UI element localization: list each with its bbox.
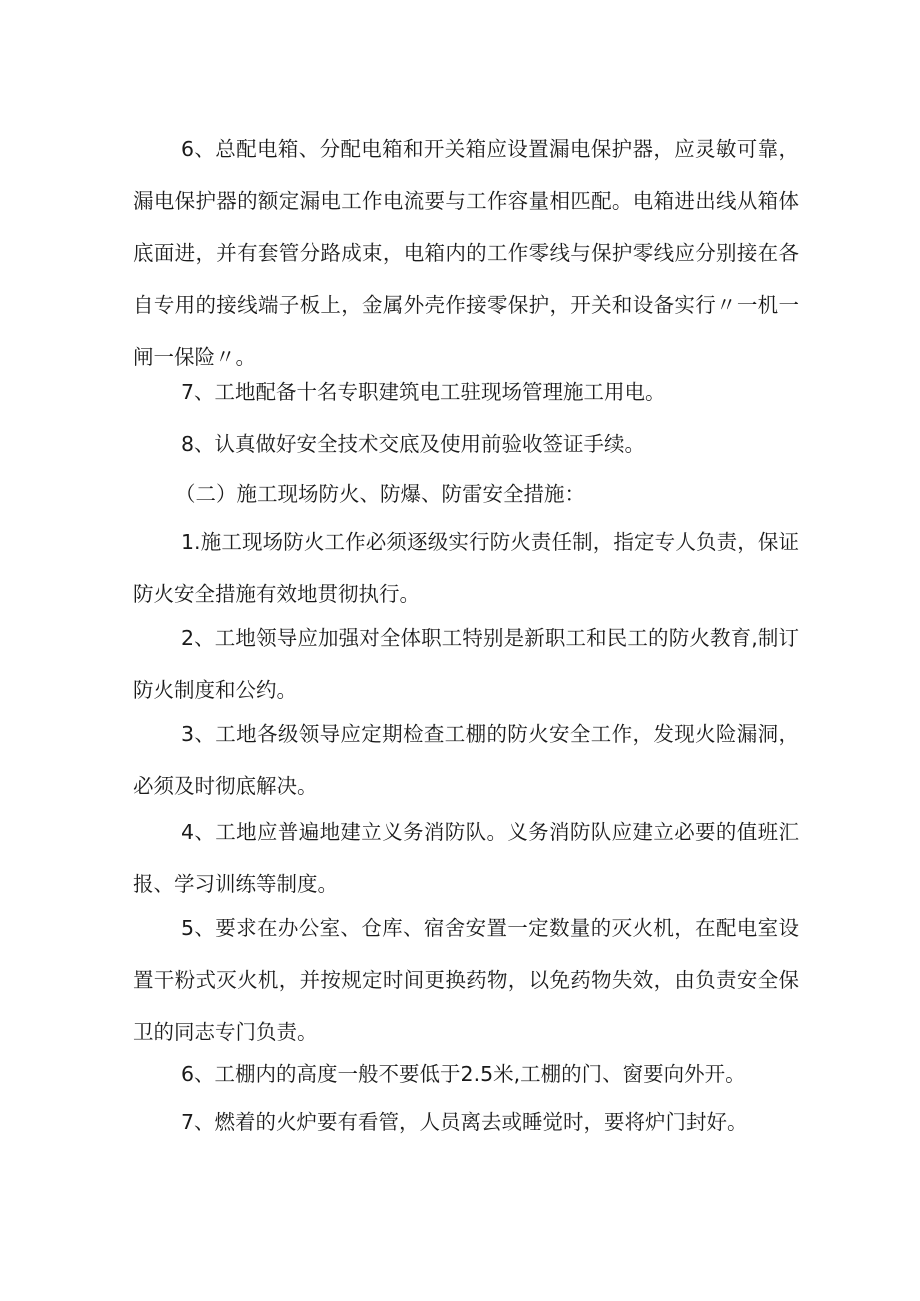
paragraph-fire-4: 4、工地应普遍地建立义务消防队。义务消防队应建立必要的值班汇报、学习训练等制度。 — [133, 820, 799, 896]
paragraph-fire-5: 5、要求在办公室、仓库、宿舍安置一定数量的灭火机，在配电室设置干粉式灭火机，并按规定时间更换药物，以免药物失效，由负责安全保卫的同志专门负责。 — [133, 916, 799, 1044]
paragraph-electrical-7: 7、工地配备十名专职建筑电工驻现场管理施工用电。 — [181, 380, 666, 404]
paragraph-fire-3: 3、工地各级领导应定期检查工棚的防火安全工作，发现火险漏洞，必须及时彻底解决。 — [133, 722, 799, 798]
paragraph-fire-7: 7、燃着的火炉要有看管，人员离去或睡觉时，要将炉门封好。 — [181, 1110, 748, 1134]
paragraph-electrical-6: 6、总配电箱、分配电箱和开关箱应设置漏电保护器，应灵敏可靠，漏电保护器的额定漏电工作电流要与工作容量相匹配。电箱进出线从箱体底面进，并有套管分路成束，电箱内的工作零线与保护零线应分别接在各自专用的接线端子板上，金属外壳作接零保护，开关和设备实行〃一机一闸一保险〃。 — [133, 137, 799, 369]
paragraph-electrical-8: 8、认真做好安全技术交底及使用前验收签证手续。 — [181, 432, 646, 456]
section-heading-fire-safety: （二）施工现场防火、防爆、防雷安全措施： — [175, 482, 585, 506]
paragraph-fire-6: 6、工棚内的高度一般不要低于2.5米,工棚的门、窗要向外开。 — [181, 1062, 746, 1086]
paragraph-fire-1: 1.施工现场防火工作必须逐级实行防火责任制，指定专人负责，保证防火安全措施有效地贯彻执行。 — [133, 530, 799, 606]
paragraph-fire-2: 2、工地领导应加强对全体职工特别是新职工和民工的防火教育,制订防火制度和公约。 — [133, 626, 799, 702]
